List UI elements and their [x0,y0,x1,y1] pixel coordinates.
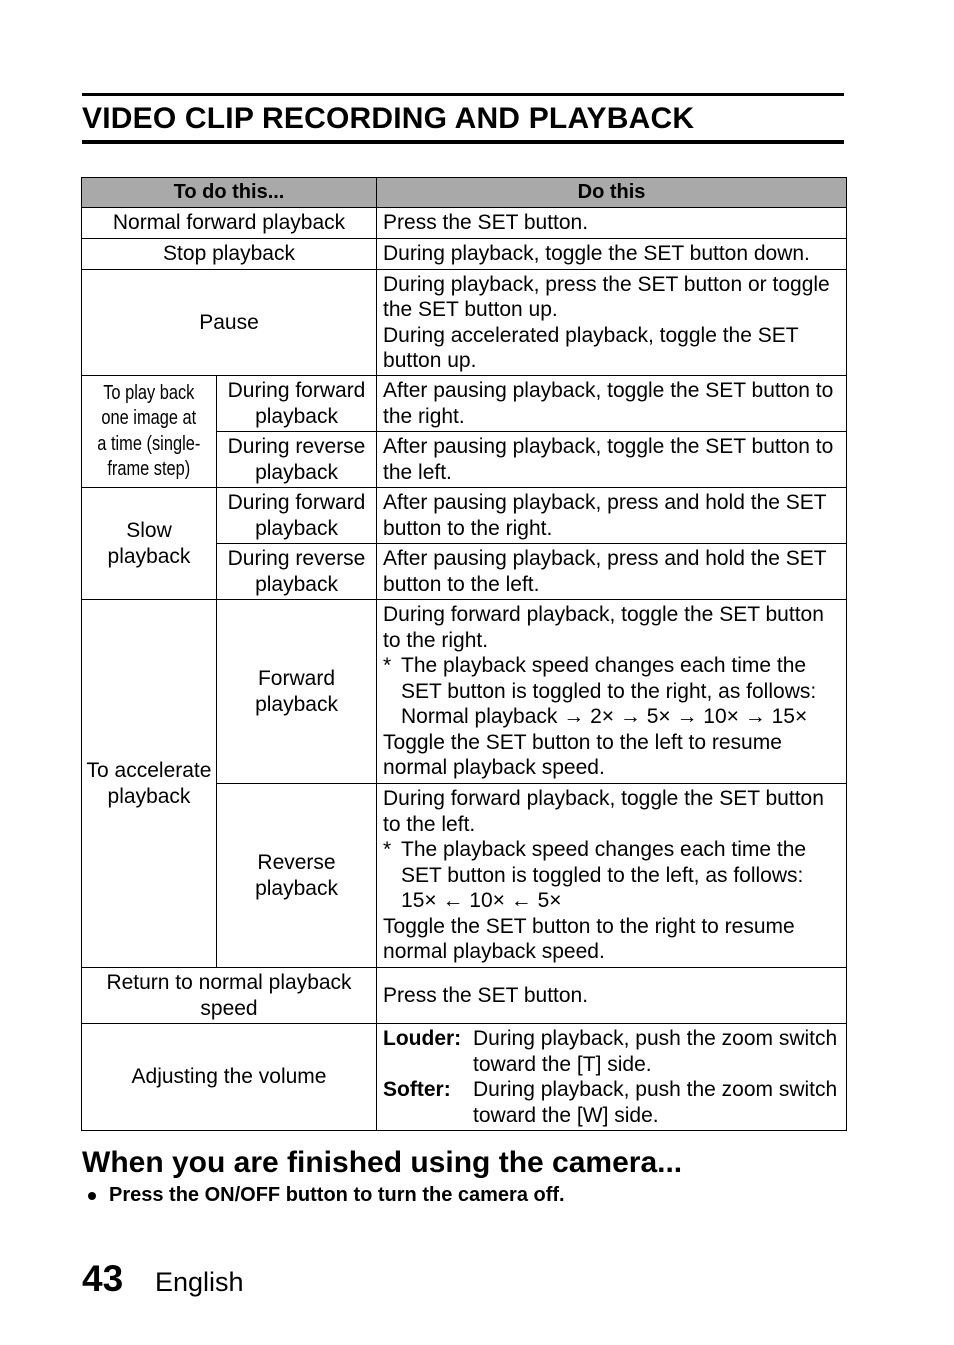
instruction-line: Toggle the SET button to the left to resume normal playback speed. [383,730,782,780]
bullet-icon [88,1192,96,1200]
instruction-cell: After pausing playback, press and hold the SET button to the right. [377,488,847,544]
louder-text: During playback, push the zoom switch toward the [T] side. [473,1027,838,1076]
bullet-text: Press the ON/OFF button to turn the camera off. [109,1184,565,1206]
instruction-cell: After pausing playback, press and hold the SET button to the left. [377,544,847,600]
note-block [383,653,842,730]
table-row [82,270,847,376]
bullet-item [88,1184,565,1207]
volume-louder [383,1026,842,1077]
action-cell: To accelerate playback [82,600,217,968]
table-row [82,968,847,1024]
column-header-action: To do this... [82,178,377,208]
sub-action-cell: During reverse playback [217,432,377,488]
instruction-line: During accelerated playback, toggle the SET button up. [383,323,799,372]
action-cell-frame-step [82,376,217,488]
action-cell: Adjusting the volume [82,1024,377,1131]
instruction-line: During playback, press the SET button or toggle the SET button up. [383,272,830,321]
frame-step-line: a time (single- [97,432,201,455]
instruction-cell: During playback, toggle the SET button down. [377,239,847,270]
frame-step-line: one image at [101,407,197,429]
section-title: When you are finished using the camera... [82,1146,683,1179]
sub-action-cell: Reverse playback [217,784,377,968]
table-row [82,239,847,270]
action-cell: Stop playback [82,239,377,270]
action-cell: Normal forward playback [82,208,377,239]
page-title: VIDEO CLIP RECORDING AND PLAYBACK [82,102,695,135]
sub-action-cell: During forward playback [217,376,377,432]
louder-label: Louder: [383,1027,462,1050]
page-number: 43 [82,1258,124,1299]
instruction-cell: After pausing playback, toggle the SET button to the left. [377,432,847,488]
frame-step-line: To play back [103,381,195,404]
page-title-rule [82,93,844,144]
action-cell: Slow playback [82,488,217,600]
instruction-line: During forward playback, toggle the SET button to the left. [383,787,824,836]
frame-step-label [97,381,200,483]
table-row [82,376,847,432]
operations-table [81,177,847,1131]
sub-action-cell: During forward playback [217,488,377,544]
asterisk-mark: * [383,654,392,678]
note-text: The playback speed changes each time the SET button is toggled to the left, as follows: [401,838,807,887]
instruction-cell: Press the SET button. [377,968,847,1024]
table-row [82,1024,847,1131]
table-header-row [82,178,847,208]
sub-action-cell: During reverse playback [217,544,377,600]
speed-sequence: 15× ← 10× ← 5× [401,889,562,913]
table-row [82,600,847,784]
instruction-cell [377,270,847,376]
instruction-cell [377,784,847,968]
sub-action-cell: Forward playback [217,600,377,784]
instruction-cell: After pausing playback, toggle the SET button to the right. [377,376,847,432]
instruction-cell [377,600,847,784]
table-row [82,488,847,544]
asterisk-mark: * [383,838,392,862]
frame-step-line: frame step) [107,458,191,480]
instruction-cell: Press the SET button. [377,208,847,239]
page-language: English [155,1267,244,1297]
action-cell: Pause [82,270,377,376]
note-text: The playback speed changes each time the SET button is toggled to the right, as follows: [401,654,817,703]
softer-label: Softer: [383,1078,451,1101]
action-cell: Return to normal playback speed [82,968,377,1024]
speed-sequence: Normal playback → 2× → 5× → 10× → 15× [401,705,808,729]
column-header-instruction: Do this [377,178,847,208]
instruction-line: During forward playback, toggle the SET button to the right. [383,603,824,652]
softer-text: During playback, push the zoom switch toward the [W] side. [473,1078,838,1127]
instruction-cell [377,1024,847,1131]
volume-softer [383,1077,842,1128]
table-row [82,208,847,239]
instruction-line: Toggle the SET button to the right to resume normal playback speed. [383,914,795,964]
note-block [383,837,842,914]
